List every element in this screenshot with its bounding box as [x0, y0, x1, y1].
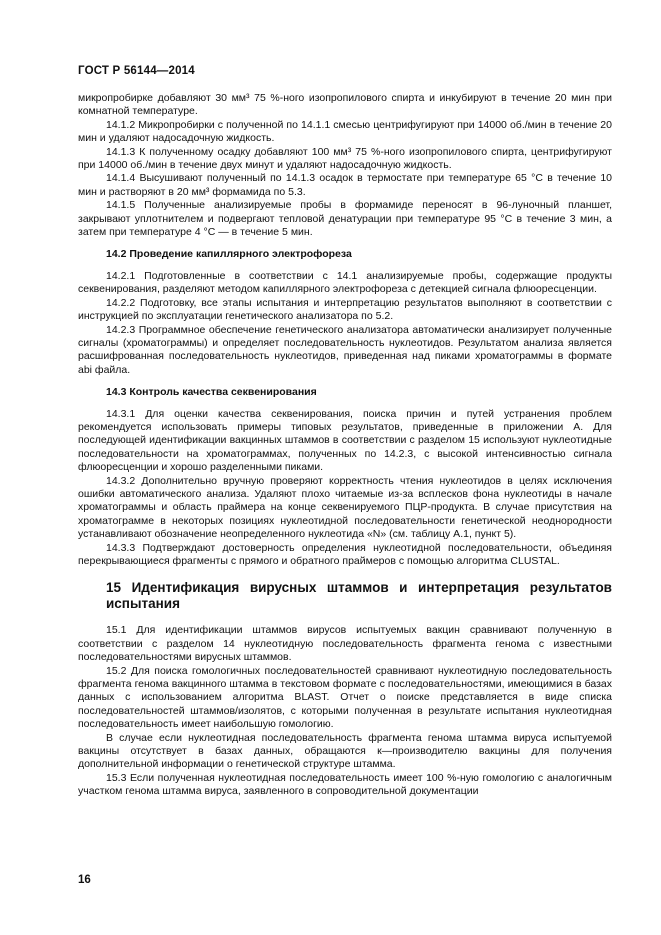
paragraph: 14.1.5 Полученные анализируемые пробы в формамиде переносят в 96-луночный планшет, закрывают уплотнителем и подвергают тепловой денатурации при температуре 95 °С в течение 3 мин, а затем при температуре 4 °С — в течение 5 мин.: [78, 199, 612, 239]
paragraph: микропробирке добавляют 30 мм³ 75 %-ного изопропилового спирта и инкубируют в течение 20 мин при комнатной температуре.: [78, 92, 612, 118]
document-header: ГОСТ Р 56144—2014: [78, 65, 195, 77]
paragraph: 14.2.3 Программное обеспечение генетического анализатора автоматически анализирует полученные сигналы (хроматограммы) и определяет последовательность нуклеотидов. Результатом анализа является расшифрованная последовательность нуклеотидов, приведенная над пиками хроматограммы в формате abi файла.: [78, 323, 612, 376]
paragraph: 14.3.2 Дополнительно вручную проверяют корректность чтения нуклеотидов в целях исключения ошибки автоматического анализа. Удаляют плохо читаемые из-за всплесков фона нуклеотиды в начале хроматограммы и область праймера на конце секвенируемого ПЦР-продукта. В случае присутствия на хроматограмме в некоторых позициях нуклеотидной последовательности генетической неоднородности устанавливают обозначение неопределенного нуклеотида «N» (см. таблицу А.1, пункт 5).: [78, 474, 612, 541]
paragraph: 14.2.1 Подготовленные в соответствии с 14.1 анализируемые пробы, содержащие продукты секвенирования, разделяют методом капиллярного электрофореза с детекцией сигнала флюоресценции.: [78, 269, 612, 296]
section-heading: 14.2 Проведение капиллярного электрофореза: [106, 248, 352, 261]
chapter-heading: 15 Идентификация вирусных штаммов и интерпретация результатов испытания: [106, 580, 612, 612]
paragraph: 15.1 Для идентификации штаммов вирусов испытуемых вакцин сравнивают полученную в соответствии с разделом 14 нуклеотидную последовательность фрагмента генома с известными последовательностями вирусных штаммов.: [78, 624, 612, 664]
paragraph: 15.3 Если полученная нуклеотидная последовательность имеет 100 %-ную гомологию с аналогичным участком генома штамма вируса, заявленного в сопроводительной документации: [78, 771, 612, 798]
document-body: [78, 92, 612, 799]
section-heading: 14.3 Контроль качества секвенирования: [106, 386, 317, 399]
paragraph: 14.1.3 К полученному осадку добавляют 100 мм³ 75 %-ного изопропилового спирта, центрифугируют при 14000 об./мин в течение двух минут и удаляют надосадочную жидкость.: [78, 145, 612, 172]
paragraph: 15.2 Для поиска гомологичных последовательностей сравнивают нуклеотидную последовательность фрагмента генома вакцинного штамма в текстовом формате с последовательностями, имеющимися в базах данных с использованием алгоритма BLAST. Отчет о поиске представляется в виде списка последовательностей штаммов/изолятов, с которыми полученная в результате испытания нуклеотидная последовательность имеет наибольшую гомологию.: [78, 664, 612, 731]
paragraph: 14.2.2 Подготовку, все этапы испытания и интерпретацию результатов выполняют в соответствии с инструкцией по эксплуатации генетического анализатора по 5.2.: [78, 296, 612, 323]
paragraph: 14.1.2 Микропробирки с полученной по 14.1.1 смесью центрифугируют при 14000 об./мин в течение 20 мин и удаляют надосадочную жидкость.: [78, 118, 612, 145]
paragraph: 14.3.1 Для оценки качества секвенирования, поиска причин и путей устранения проблем рекомендуется использовать примеры типовых результатов, приведенные в приложении А. Для последующей идентификации вакцинных штаммов в соответствии с разделом 15 используют нуклеотидные последовательности на хроматограммах, полученных по 14.2.3, с высокой интенсивностью сигнала флюоресценции и хорошо разделенными пиками.: [78, 407, 612, 474]
paragraph: 14.3.3 Подтверждают достоверность определения нуклеотидной последовательности, объединяя перекрывающиеся фрагменты с прямого и обратного праймеров с помощью алгоритма CLUSTAL.: [78, 541, 612, 567]
page-number: 16: [78, 874, 91, 886]
paragraph: 14.1.4 Высушивают полученный по 14.1.3 осадок в термостате при температуре 65 °С в течение 10 мин и растворяют в 20 мм³ формамида по 5.3.: [78, 172, 612, 198]
paragraph: В случае если нуклеотидная последовательность фрагмента генома штамма вируса испытуемой вакцины отсутствует в базах данных, обращаются к—производителю вакцины для получения дополнительной информации о генетической структуре штамма.: [78, 731, 612, 771]
